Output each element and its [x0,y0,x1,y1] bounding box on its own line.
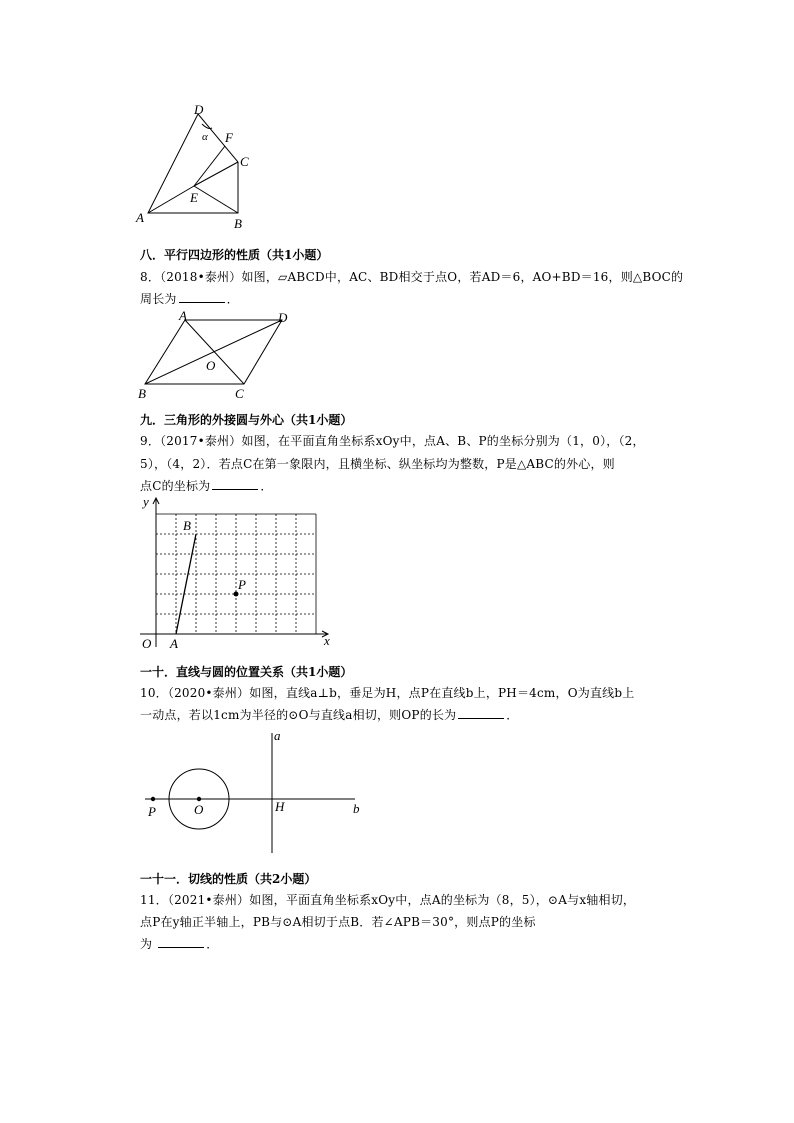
question-10-text: 一动点，若以1cm为半径的⊙O与直线a相切，则OP的长为 [140,708,457,722]
question-11-text: 为 [140,937,153,951]
fig7-label-a: A [136,210,144,225]
fig7-label-d: D [194,102,204,117]
question-9-end: ． [260,479,273,493]
question-10-line-2 [140,706,519,723]
label-o: O [142,636,152,651]
section-8-heading: 八．平行四边形的性质（共1小题） [140,248,329,262]
question-9-line-2: 5），（4，2）．若点C在第一象限内，且横坐标、纵坐标均为整数，P是△ABC的外心，则 [140,457,615,471]
question-8-line-2 [140,290,239,307]
question-11-line-2: 点P在y轴正半轴上，PB与⊙A相切于点B．若∠APB＝30°，则点P的坐标 [140,915,536,929]
question-11-line-3 [140,935,218,952]
label-a: a [274,728,281,743]
question-9-text: 点C的坐标为 [140,479,211,493]
point-p [151,797,155,801]
section-10-heading: 一十．直线与圆的位置关系（共1小题） [140,665,353,679]
answer-blank-8[interactable] [179,291,225,303]
fig7-label-alpha: α [202,131,208,143]
label-p: P [148,804,156,819]
fig8-label-a: A [179,308,187,323]
question-10-end: ． [506,708,519,722]
fig7-segment-ec [194,162,238,186]
label-b: b [353,801,360,816]
section-9-heading: 九．三角形的外接圆与外心（共1小题） [140,413,353,427]
label-o: O [194,802,204,817]
fig8-label-o: O [206,358,216,373]
label-y: y [143,494,149,509]
question-11-line-1: 11．（2021•泰州）如图，平面直角坐标系xOy中，点A的坐标为（8，5），⊙A与x轴相切， [140,893,636,907]
label-x: x [324,633,330,648]
question-10-line-1: 10．（2020•泰州）如图，直线a⊥b，垂足为H，点P在直线b上，PH＝4cm，O为直线b上 [140,686,635,700]
fig7-label-c: C [240,154,249,169]
fig8-label-b: B [138,386,146,401]
fig8-label-d: D [278,310,288,325]
fig7-label-f: F [225,130,233,145]
question-8-line-1: 8．（2018•泰州）如图，▱ABCD中，AC、BD相交于点O，若AD＝6，AO+BD＝16，则△BOC的 [140,270,684,284]
fig7-label-b: B [234,216,242,231]
segment-ab [176,534,196,634]
answer-blank-9[interactable] [212,478,258,490]
figure-line-circle [135,725,375,860]
question-8-text: 周长为 [140,292,177,306]
answer-blank-10[interactable] [458,707,504,719]
label-h: H [275,799,285,814]
fig8-label-c: C [235,386,244,401]
fig7-label-e: E [190,190,198,205]
fig7-segment-ef [194,146,225,186]
figure-quadrilateral-dfcb [130,100,260,235]
label-a: A [170,636,178,651]
question-11-end: ． [206,937,219,951]
point-p [234,592,239,597]
label-p: P [238,577,246,592]
figure-coordinate-grid [130,492,340,652]
figure-parallelogram-abcd [130,308,300,403]
question-9-line-1: 9．（2017•泰州）如图，在平面直角坐标系xOy中，点A、B、P的坐标分别为（1，0），（2， [140,434,645,448]
question-8-end: ． [226,292,239,306]
label-b: B [183,518,191,533]
fig7-segment-eb [194,186,238,213]
answer-blank-11[interactable] [158,936,204,948]
point-o [197,797,201,801]
section-11-heading: 一十一．切线的性质（共2小题） [140,872,317,886]
